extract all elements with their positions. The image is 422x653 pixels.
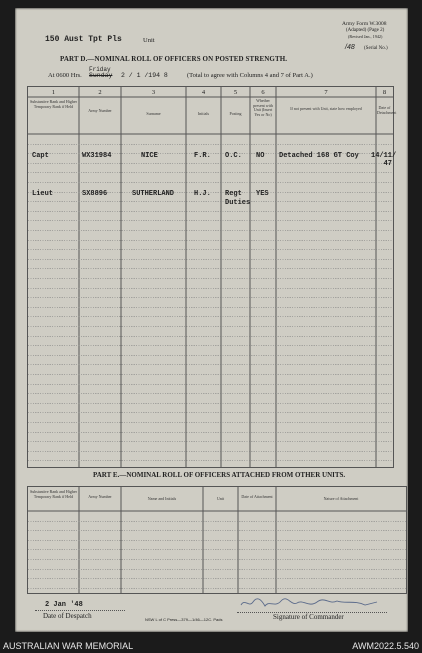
col-number: 6: [261, 89, 265, 96]
form-revised: (Revised Jan., 1942): [348, 34, 383, 39]
header-surname: Surname: [146, 111, 161, 116]
despatch-date-value: 2 Jan '48: [45, 601, 83, 609]
part-d-title: PART D.—NOMINAL ROLL OF OFFICERS ON POSTED STRENGTH.: [60, 55, 288, 63]
part-d-rules: [28, 87, 397, 467]
col-number: 2: [98, 89, 102, 96]
header-unit: Unit: [216, 496, 225, 501]
row1-army-number: WX31984: [82, 152, 112, 160]
printer-note: NSW L of C Press—379—1/46—12C. Pads: [145, 617, 223, 622]
col-number: 8: [382, 89, 387, 96]
part-e-rules: [28, 487, 406, 593]
header-name-initials: Name and Initials: [147, 496, 177, 501]
header-army-number: Army Number: [88, 494, 112, 499]
header-attachment-date: Date of Attachment: [241, 494, 273, 499]
signature-label: Signature of Commander: [273, 613, 344, 621]
part-e-table: [27, 486, 407, 594]
header-rank: Substantive Rank and Higher Temporary Rank if Held: [30, 489, 77, 499]
serial-label: (Serial No.): [364, 46, 388, 51]
row2-initials: H.J.: [194, 190, 211, 198]
form-page: [15, 8, 408, 632]
at-label: At 0600 Hrs.: [48, 72, 82, 79]
form-adapted: (Adapted) (Page 2): [346, 28, 385, 33]
archive-caption-left: AUSTRALIAN WAR MEMORIAL: [3, 641, 134, 651]
row2-present: YES: [256, 190, 269, 198]
commander-signature: [237, 596, 387, 612]
row1-surname: NICE: [141, 152, 158, 160]
part-d-table: [27, 86, 397, 468]
header-rank: Substantive Rank and Higher Temporary Rank if Held: [30, 99, 77, 109]
row2-surname: SUTHERLAND: [132, 190, 175, 198]
unit-label: Unit: [143, 37, 155, 44]
col-number: 4: [201, 89, 206, 96]
header-initials: Initials: [197, 111, 210, 116]
header-present: Whether present with Unit (Insert Yes or No): [253, 98, 273, 117]
row1-employed: Detached 168 GT Coy: [279, 152, 359, 160]
archive-caption-right: AWM2022.5.540: [352, 641, 419, 651]
day-typed: Friday: [89, 66, 111, 73]
despatch-underline: [35, 610, 125, 611]
col-number: 3: [151, 89, 156, 96]
col-number: 7: [324, 89, 328, 96]
col-number: 1: [51, 89, 56, 96]
row1-present: NO: [256, 152, 265, 160]
header-army-number: Army Number: [88, 108, 112, 113]
header-employed: If not present with Unit, state how employed: [290, 106, 362, 111]
row1-detachment-date: 14/11/ 47: [371, 152, 397, 168]
header-detachment-date: Date of Detachment: [377, 105, 397, 115]
header-posting: Posting: [229, 111, 242, 116]
total-note: (Total to agree with Columns 4 and 7 of Part A.): [187, 72, 313, 79]
header-attachment-nature: Nature of Attachment: [323, 496, 359, 501]
unit-value: 150 Aust Tpt Pls: [45, 35, 122, 44]
despatch-date-label: Date of Despatch: [43, 612, 92, 620]
row2-rank: Lieut: [32, 190, 54, 198]
form-number: Army Form W.3008: [342, 21, 387, 27]
serial-value: /48: [345, 44, 355, 51]
row1-rank: Capt: [32, 152, 49, 160]
row2-army-number: SX8896: [82, 190, 108, 198]
date-value: 2 / 1 /194 8: [121, 72, 168, 79]
row1-posting: O.C.: [225, 152, 242, 160]
row2-posting: Regt Duties: [225, 190, 251, 207]
row1-initials: F.R.: [194, 152, 211, 160]
day-printed: Sunday: [89, 72, 113, 79]
part-e-title: PART E.—NOMINAL ROLL OF OFFICERS ATTACHED FROM OTHER UNITS.: [93, 471, 346, 479]
col-number: 5: [233, 89, 238, 96]
